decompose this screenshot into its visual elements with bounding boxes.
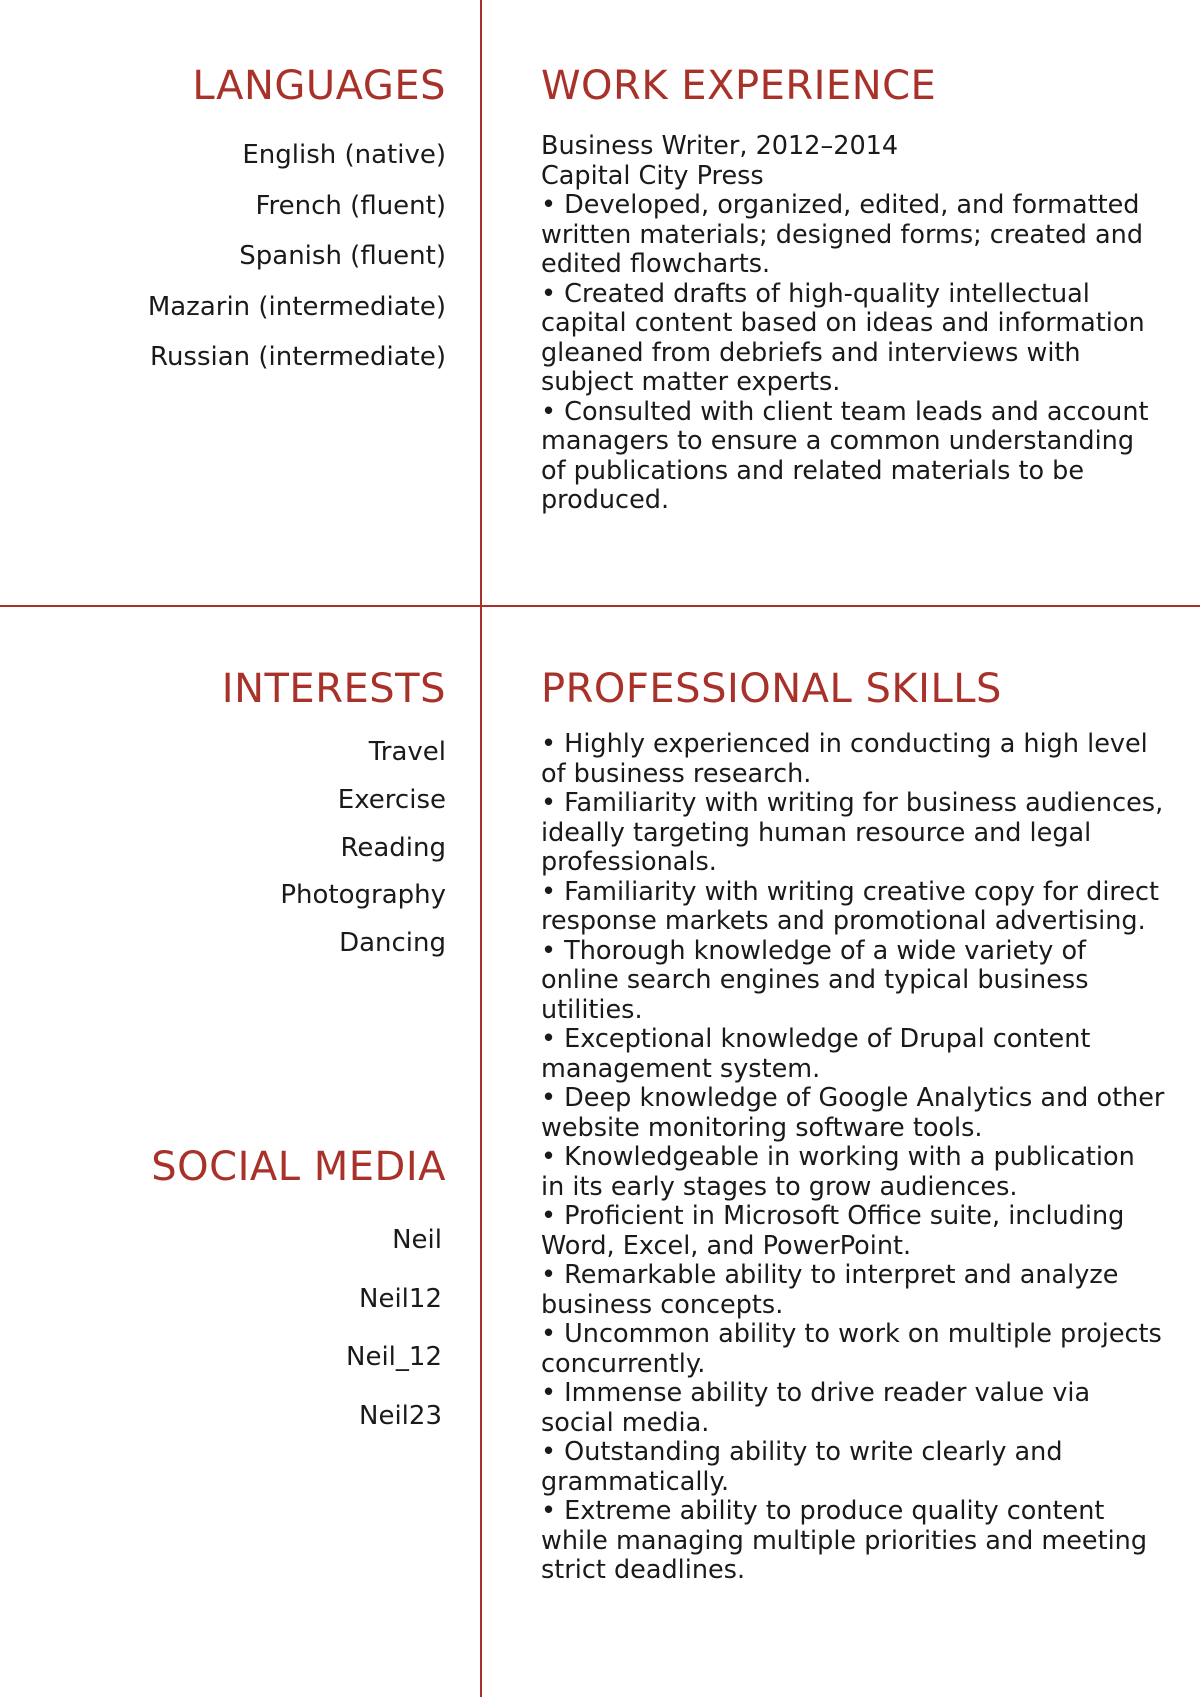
social-media-heading: SOCIAL MEDIA [151, 1144, 446, 1190]
skill-bullet: • Deep knowledge of Google Analytics and other website monitoring software tools. [541, 1083, 1165, 1143]
social-media-list [346, 1211, 442, 1445]
work-experience-content [541, 132, 1166, 516]
skill-bullet: • Familiarity with writing for business audiences, ideally targeting human resource and legal professionals. [541, 788, 1164, 877]
social-handle: Neil_12 [346, 1342, 442, 1372]
interest-item: Dancing [339, 928, 446, 959]
work-bullet: • Developed, organized, edited, and formatted written materials; designed forms; created and edited flowcharts. [541, 190, 1144, 279]
social-handle: Neil [392, 1225, 442, 1255]
skill-bullet: • Familiarity with writing creative copy for direct response markets and promotional advertising. [541, 876, 1160, 936]
work-experience-heading: WORK EXPERIENCE [541, 63, 937, 109]
languages-heading: LANGUAGES [192, 63, 446, 109]
skill-bullet: • Proficient in Microsoft Office suite, including Word, Excel, and PowerPoint. [541, 1201, 1125, 1261]
language-item: Mazarin (intermediate) [147, 291, 446, 322]
language-item: French (fluent) [255, 190, 446, 221]
work-bullet: • Consulted with client team leads and account managers to ensure a common understanding of publications and related materials to be produced. [541, 396, 1149, 515]
interests-list [280, 729, 446, 968]
interest-item: Reading [340, 832, 446, 863]
interest-item: Travel [368, 737, 446, 767]
company-name: Capital City Press [541, 160, 764, 191]
skill-bullet: • Immense ability to drive reader value via social media. [541, 1378, 1091, 1438]
vertical-divider [480, 0, 482, 1697]
work-bullet: • Created drafts of high-quality intellectual capital content based on ideas and information gleaned from debriefs and interviews with subject matter experts. [541, 278, 1145, 397]
horizontal-divider [0, 605, 1200, 607]
job-title: Business Writer, 2012–2014 [541, 131, 899, 161]
skill-bullet: • Knowledgeable in working with a publication in its early stages to grow audiences. [541, 1142, 1135, 1202]
language-item: English (native) [242, 140, 446, 170]
skill-bullet: • Exceptional knowledge of Drupal content management system. [541, 1024, 1091, 1084]
interest-item: Exercise [337, 784, 446, 815]
skill-bullet: • Uncommon ability to work on multiple projects concurrently. [541, 1319, 1162, 1379]
skill-bullet: • Extreme ability to produce quality content while managing multiple priorities and meeting strict deadlines. [541, 1496, 1148, 1585]
professional-skills-content [541, 730, 1166, 1586]
languages-list [148, 130, 446, 383]
skill-bullet: • Remarkable ability to interpret and analyze business concepts. [541, 1260, 1119, 1320]
social-handle: Neil23 [359, 1400, 442, 1431]
language-item: Russian (intermediate) [150, 342, 446, 372]
skill-bullet: • Highly experienced in conducting a high level of business research. [541, 729, 1148, 789]
social-handle: Neil12 [359, 1283, 442, 1314]
skill-bullet: • Outstanding ability to write clearly and grammatically. [541, 1437, 1063, 1497]
interest-item: Photography [280, 880, 446, 911]
skill-bullet: • Thorough knowledge of a wide variety of online search engines and typical business utilities. [541, 935, 1089, 1025]
language-item: Spanish (fluent) [239, 241, 446, 271]
professional-skills-heading: PROFESSIONAL SKILLS [541, 666, 1002, 712]
interests-heading: INTERESTS [221, 666, 446, 712]
